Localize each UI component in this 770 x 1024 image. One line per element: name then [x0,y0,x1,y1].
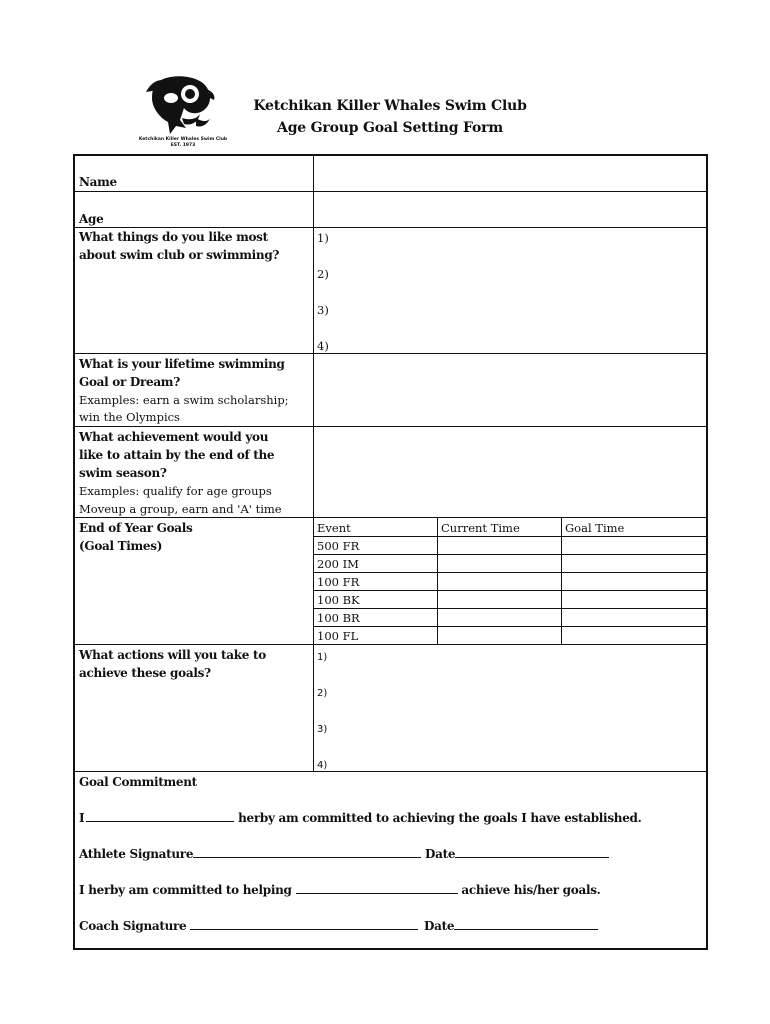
col-header-current-time: Current Time [441,521,520,535]
form-title: Age Group Goal Setting Form [277,120,503,136]
name-field[interactable] [315,156,706,191]
season-label-2: like to attain by the end of the [79,448,275,462]
athlete-signature-row [79,845,421,863]
age-field[interactable] [315,193,706,227]
season-example-2: Moveup a group, earn and 'A' time [79,502,282,516]
athlete-name-blank[interactable] [86,809,234,822]
likes-item-3[interactable]: 3) [317,303,329,317]
logo-caption: Ketchikan Killer Whales Swim Club [138,137,228,142]
season-example-1: Examples: qualify for age groups [79,484,272,498]
col-header-event: Event [317,521,351,535]
name-label: Name [79,175,117,189]
lifetime-example-2: win the Olympics [79,410,180,424]
event-100-br: 100 BR [317,611,360,625]
athlete-date-row [425,845,609,863]
actions-item-4[interactable]: 4) [317,760,328,771]
eoy-label-2: (Goal Times) [79,539,163,553]
coach-signature-row [79,917,418,935]
commitment-heading: Goal Commitment [79,775,197,789]
commitment-line-3 [79,881,601,899]
event-100-fl: 100 FL [317,629,359,643]
actions-item-2[interactable]: 2) [317,688,328,699]
season-achievement-field[interactable] [315,428,706,517]
actions-label-2: achieve these goals? [79,666,211,680]
likes-label-1: What things do you like most [79,230,268,244]
commitment-line-3-prefix: I herby am committed to helping [79,883,292,897]
goal-setting-form [73,154,708,950]
actions-item-1[interactable]: 1) [317,652,328,663]
athlete-signature-label: Athlete Signature [79,847,194,861]
coach-date-label: Date [424,919,455,933]
coach-athlete-blank[interactable] [296,881,458,894]
likes-label-2: about swim club or swimming? [79,248,280,262]
eoy-label-1: End of Year Goals [79,521,193,535]
coach-date-blank[interactable] [454,917,598,930]
actions-item-3[interactable]: 3) [317,724,328,735]
lifetime-label-2: Goal or Dream? [79,375,180,389]
likes-item-1[interactable]: 1) [317,231,329,245]
commitment-line-1 [79,809,642,827]
commitment-line-1-prefix: I [79,811,85,825]
club-title: Ketchikan Killer Whales Swim Club [253,98,527,114]
season-label-1: What achievement would you [79,430,269,444]
coach-signature-blank[interactable] [190,917,418,930]
lifetime-example-1: Examples: earn a swim scholarship; [79,393,289,407]
col-header-goal-time: Goal Time [565,521,625,535]
likes-item-4[interactable]: 4) [317,339,329,353]
event-200-im: 200 IM [317,557,359,571]
athlete-date-label: Date [425,847,456,861]
lifetime-label-1: What is your lifetime swimming [79,357,285,371]
athlete-signature-blank[interactable] [193,845,421,858]
age-label: Age [79,212,104,226]
commitment-line-3-suffix: achieve his/her goals. [461,883,601,897]
logo-established: EST. 1973 [170,143,196,148]
event-100-bk: 100 BK [317,593,360,607]
commitment-line-1-suffix: herby am committed to achieving the goals I have established. [238,811,642,825]
lifetime-goal-field[interactable] [315,355,706,426]
season-label-3: swim season? [79,466,167,480]
actions-label-1: What actions will you take to [79,648,266,662]
coach-signature-label: Coach Signature [79,919,187,933]
athlete-date-blank[interactable] [455,845,609,858]
event-100-fr: 100 FR [317,575,360,589]
likes-item-2[interactable]: 2) [317,267,329,281]
event-500-fr: 500 FR [317,539,360,553]
coach-date-row [424,917,598,935]
